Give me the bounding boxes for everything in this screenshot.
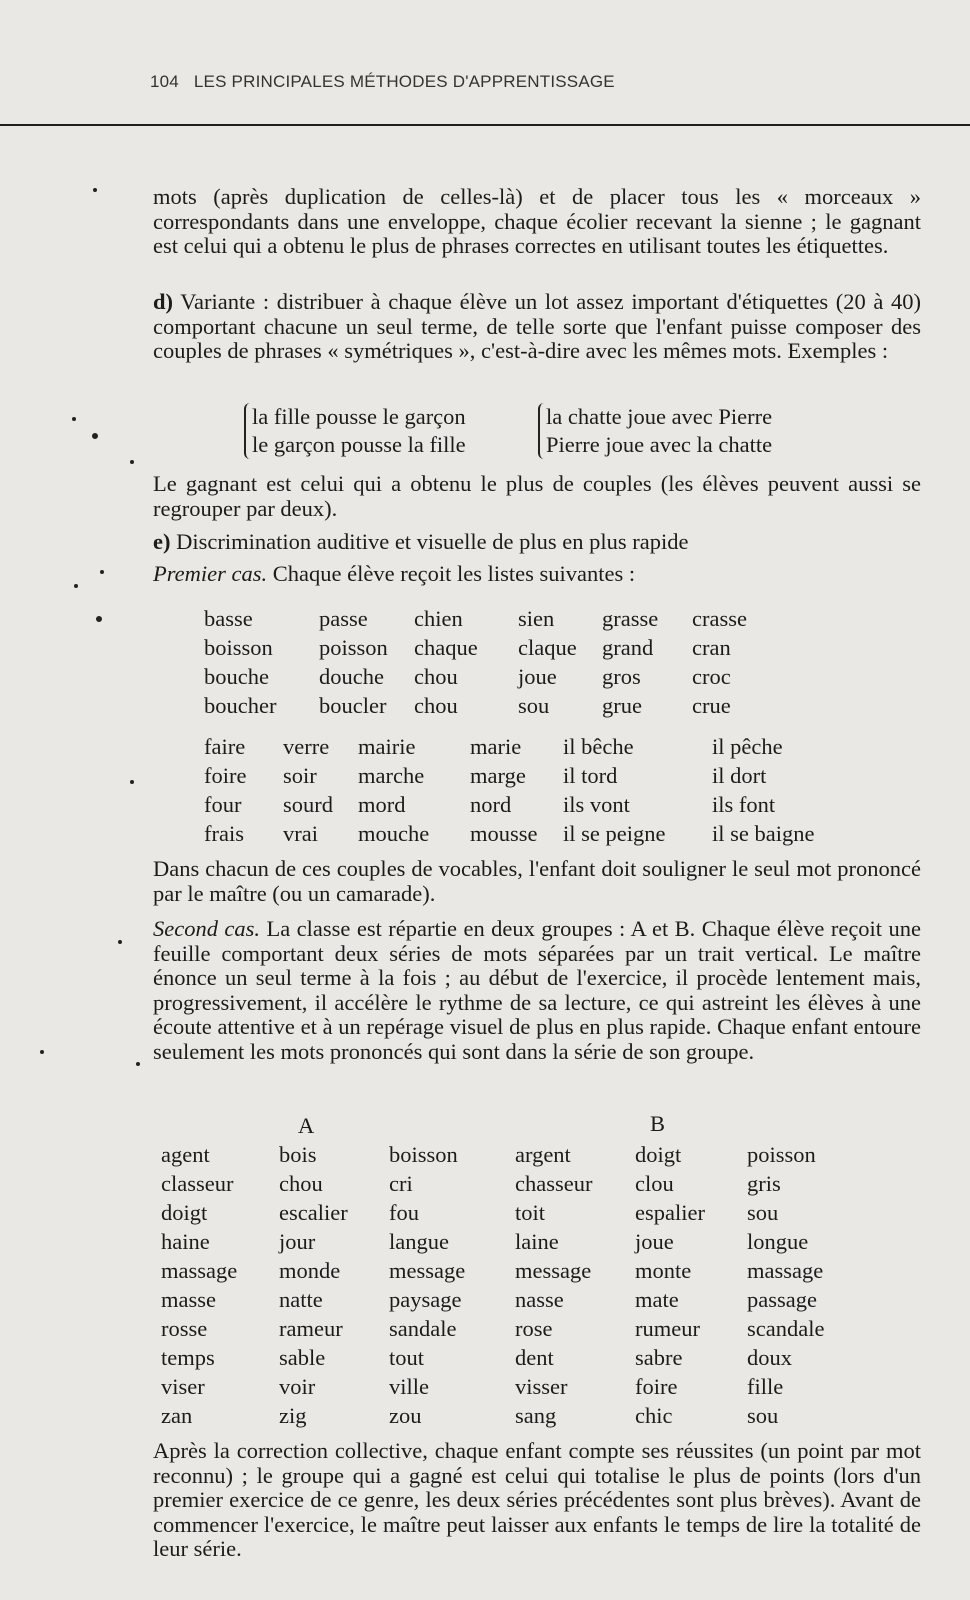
word-row (161, 1198, 857, 1227)
word-cell: gris (747, 1170, 781, 1196)
word-cell: mairie (358, 733, 416, 759)
word-cell: boisson (389, 1141, 458, 1167)
word-cell: passe (319, 605, 368, 631)
word-cell: paysage (389, 1286, 462, 1312)
ink-speck (130, 780, 134, 784)
word-cell: crue (692, 692, 731, 718)
ink-speck (100, 570, 104, 574)
paragraph-variante (153, 290, 921, 364)
word-cell: faire (204, 733, 246, 759)
ink-speck (40, 1050, 44, 1054)
word-row (161, 1314, 857, 1343)
word-cell: longue (747, 1228, 809, 1254)
word-cell: dent (515, 1344, 554, 1370)
word-cell: mord (358, 791, 406, 817)
word-row (204, 691, 772, 720)
word-cell: haine (161, 1228, 210, 1254)
word-cell: chou (414, 663, 458, 689)
word-cell: sien (518, 605, 555, 631)
running-head (150, 72, 615, 92)
word-row (204, 633, 772, 662)
ink-speck (118, 940, 122, 944)
word-cell: zig (279, 1402, 307, 1428)
word-cell: mousse (470, 820, 538, 846)
word-row (204, 732, 842, 761)
paragraph-souligner: Dans chacun de ces couples de vocables, l'enfant doit souligner le seul mot prononcé par le maître (ou un camarade). (153, 856, 921, 906)
word-row (161, 1343, 857, 1372)
word-cell: grand (602, 634, 654, 660)
word-cell: escalier (279, 1199, 348, 1225)
word-cell: tout (389, 1344, 425, 1370)
header-rule (0, 124, 970, 126)
word-cell: bouche (204, 663, 269, 689)
ink-speck (136, 1062, 140, 1066)
word-cell: massage (161, 1257, 238, 1283)
word-cell: chien (414, 605, 463, 631)
word-cell: marge (470, 762, 526, 788)
word-cell: viser (161, 1373, 205, 1399)
word-cell: il pêche (712, 733, 783, 759)
word-cell: il se peigne (563, 820, 666, 846)
word-cell: gros (602, 663, 641, 689)
word-cell: doigt (635, 1141, 682, 1167)
word-cell: bois (279, 1141, 317, 1167)
word-cell: claque (518, 634, 577, 660)
example-sentence: la chatte joue avec Pierre (546, 404, 773, 429)
word-row (161, 1372, 857, 1401)
word-cell: langue (389, 1228, 449, 1254)
example-pair-right (538, 403, 772, 459)
example-sentence: Pierre joue avec la chatte (546, 432, 773, 457)
word-row (161, 1227, 857, 1256)
word-cell: nasse (515, 1286, 564, 1312)
word-cell: sandale (389, 1315, 457, 1341)
word-cell: doux (747, 1344, 792, 1370)
word-cell: four (204, 791, 242, 817)
word-cell: il bêche (563, 733, 634, 759)
word-cell: rameur (279, 1315, 343, 1341)
word-cell: temps (161, 1344, 215, 1370)
word-cell: jour (279, 1228, 316, 1254)
group-b-header: B (650, 1111, 666, 1136)
word-cell: cri (389, 1170, 413, 1196)
word-cell: passage (747, 1286, 817, 1312)
word-cell: sang (515, 1402, 557, 1428)
ink-speck (92, 433, 98, 439)
word-list-groups (161, 1140, 857, 1430)
item-label-e: e) (153, 529, 171, 554)
word-cell: soir (283, 762, 317, 788)
word-cell: basse (204, 605, 253, 631)
ink-speck (96, 616, 102, 622)
example-pair-left (244, 403, 466, 459)
word-cell: poisson (319, 634, 388, 660)
page-number: 104 (150, 72, 179, 91)
paragraph-discrimination (153, 530, 921, 555)
word-cell: classeur (161, 1170, 234, 1196)
word-list-1 (204, 604, 772, 720)
ink-speck (93, 188, 97, 192)
paragraph-intro: mots (après duplication de celles-là) et de placer tous les « morceaux » correspondants dans une enveloppe, chaque écolier recevant la sienne ; le gagnant est celui qui a obtenu le plus de phrases correctes en utilisant toutes les étiquettes. (153, 184, 921, 258)
paragraph-premier-cas (153, 562, 921, 587)
word-cell: rose (515, 1315, 553, 1341)
word-cell: ville (389, 1373, 429, 1399)
word-cell: sabre (635, 1344, 683, 1370)
word-cell: rumeur (635, 1315, 700, 1341)
word-cell: joue (635, 1228, 674, 1254)
word-cell: grue (602, 692, 642, 718)
word-cell: visser (515, 1373, 568, 1399)
word-cell: vrai (283, 820, 318, 846)
word-cell: massage (747, 1257, 824, 1283)
variante-text: Variante : distribuer à chaque élève un lot assez important d'étiquettes (20 à 40) comportant chacune un seul terme, de telle sorte que l'enfant puisse composer des couples de phrases « symétriques », c'est-à-dire avec les mêmes mots. Exemples : (153, 289, 921, 363)
word-cell: zan (161, 1402, 193, 1428)
word-cell: verre (283, 733, 330, 759)
paragraph-correction: Après la correction collective, chaque enfant compte ses réussites (un point par mot reconnu) ; le groupe qui a gagné est celui qui totalise le plus de points (lors d'un premier exercice de ce genre, les deux séries précédentes sont plus brèves). Avant de commencer l'exercice, le maître peut laisser aux enfants le temps de lire la totalité de leur série. (153, 1438, 921, 1561)
word-cell: grasse (602, 605, 659, 631)
word-cell: message (389, 1257, 466, 1283)
word-cell: boucler (319, 692, 387, 718)
ink-speck (72, 417, 76, 421)
example-sentence: le garçon pousse la fille (252, 432, 466, 457)
word-cell: sou (747, 1199, 779, 1225)
word-cell: il tord (563, 762, 618, 788)
word-cell: chic (635, 1402, 673, 1428)
word-cell: sourd (283, 791, 333, 817)
word-cell: espalier (635, 1199, 705, 1225)
word-cell: joue (518, 663, 557, 689)
word-cell: sou (518, 692, 550, 718)
word-cell: ils vont (563, 791, 630, 817)
word-row (161, 1140, 857, 1169)
word-row (161, 1169, 857, 1198)
word-cell: clou (635, 1170, 674, 1196)
premier-cas-text: Chaque élève reçoit les listes suivantes : (267, 561, 636, 586)
second-cas-text: La classe est répartie en deux groupes : A et B. Chaque élève reçoit une feuille comportant deux séries de mots séparées par un trait vertical. Le maître énonce un seul terme à la fois ; au début de l'exercice, il procède lentement mais, progressivement, il accélère le rythme de sa lecture, ce qui astreint les élèves à une écoute attentive et à un repérage visuel de plus en plus rapide. Chaque enfant entoure seulement les mots prononcés qui sont dans la série de son groupe. (153, 916, 921, 1064)
word-cell: croc (692, 663, 731, 689)
example-sentence: la fille pousse le garçon (252, 404, 466, 429)
word-list-2 (204, 732, 842, 848)
word-cell: rosse (161, 1315, 208, 1341)
word-cell: monde (279, 1257, 341, 1283)
word-cell: zou (389, 1402, 422, 1428)
word-cell: chaque (414, 634, 478, 660)
word-cell: chasseur (515, 1170, 593, 1196)
word-cell: mate (635, 1286, 679, 1312)
word-cell: fille (747, 1373, 784, 1399)
word-cell: sou (747, 1402, 779, 1428)
word-cell: marche (358, 762, 425, 788)
word-cell: mouche (358, 820, 430, 846)
word-row (161, 1285, 857, 1314)
second-cas-label: Second cas. (153, 916, 261, 941)
word-row (204, 761, 842, 790)
word-cell: chou (279, 1170, 323, 1196)
word-row (204, 790, 842, 819)
word-cell: nord (470, 791, 512, 817)
word-cell: boucher (204, 692, 277, 718)
word-cell: chou (414, 692, 458, 718)
word-cell: ils font (712, 791, 776, 817)
word-cell: agent (161, 1141, 210, 1167)
word-cell: laine (515, 1228, 559, 1254)
word-cell: scandale (747, 1315, 825, 1341)
word-row (204, 662, 772, 691)
word-cell: boisson (204, 634, 273, 660)
word-cell: monte (635, 1257, 692, 1283)
word-cell: argent (515, 1141, 571, 1167)
ink-speck (74, 584, 78, 588)
word-cell: cran (692, 634, 731, 660)
word-cell: crasse (692, 605, 747, 631)
premier-cas-label: Premier cas. (153, 561, 268, 586)
word-cell: voir (279, 1373, 316, 1399)
word-row (204, 604, 772, 633)
word-row (161, 1256, 857, 1285)
paragraph-gagnant: Le gagnant est celui qui a obtenu le plus de couples (les élèves peuvent aussi se regrouper par deux). (153, 471, 921, 521)
ink-speck (130, 460, 134, 464)
word-cell: marie (470, 733, 522, 759)
running-title: LES PRINCIPALES MÉTHODES D'APPRENTISSAGE (193, 72, 615, 91)
word-cell: sable (279, 1344, 326, 1370)
group-a-header: A (298, 1113, 315, 1138)
word-cell: poisson (747, 1141, 816, 1167)
word-cell: foire (635, 1373, 678, 1399)
word-cell: foire (204, 762, 247, 788)
word-cell: doigt (161, 1199, 208, 1225)
discrimination-title: Discrimination auditive et visuelle de plus en plus rapide (170, 529, 689, 554)
word-cell: douche (319, 663, 384, 689)
word-cell: masse (161, 1286, 216, 1312)
word-cell: frais (204, 820, 244, 846)
word-cell: natte (279, 1286, 323, 1312)
word-cell: message (515, 1257, 592, 1283)
word-cell: il dort (712, 762, 767, 788)
word-row (204, 819, 842, 848)
item-label-d: d) (153, 289, 174, 314)
paragraph-second-cas (153, 917, 921, 1064)
word-cell: toit (515, 1199, 546, 1225)
word-cell: fou (389, 1199, 419, 1225)
word-cell: il se baigne (712, 820, 815, 846)
word-row (161, 1401, 857, 1430)
